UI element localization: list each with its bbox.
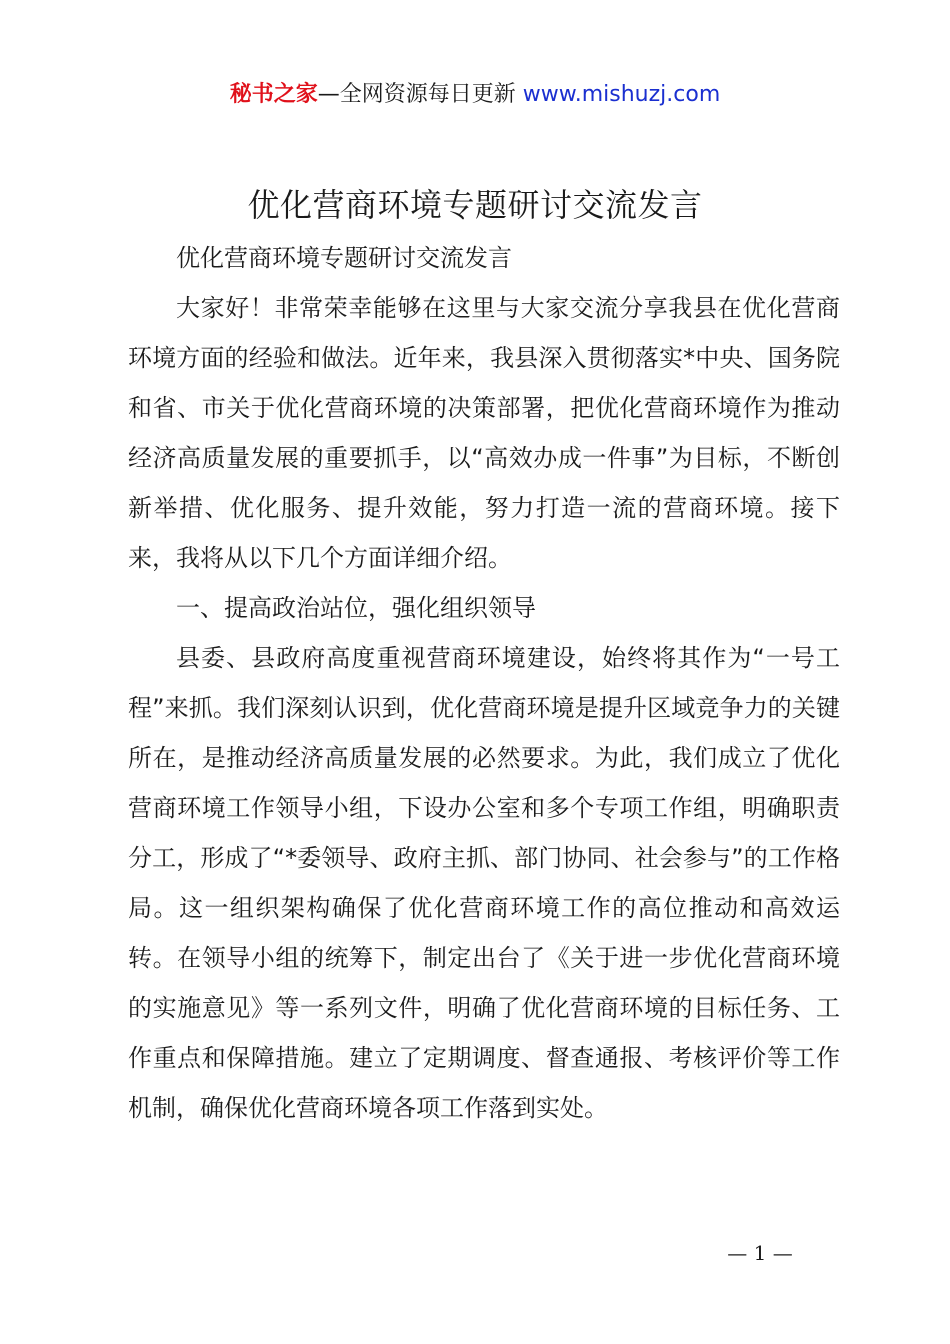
header-tagline: —全网资源每日更新 [317, 82, 523, 107]
document-title: 优化营商环境专题研讨交流发言 [247, 186, 703, 224]
page-number: — 1 — [727, 1241, 793, 1265]
brand-name: 秘书之家 [229, 82, 318, 107]
site-header-banner [0, 80, 950, 110]
document-body [128, 233, 840, 1133]
intro-paragraph: 大家好！非常荣幸能够在这里与大家交流分享我县在优化营商环境方面的经验和做法。近年来，我县深入贯彻落实*中央、国务院和省、市关于优化营商环境的决策部署，把优化营商环境作为推动经济高质量发展的重要抓手，以“高效办成一件事”为目标，不断创新举措、优化服务、提升效能，努力打造一流的营商环境。接下来，我将从以下几个方面详细介绍。 [128, 294, 840, 572]
section-paragraph: 县委、县政府高度重视营商环境建设，始终将其作为“一号工程”来抓。我们深刻认识到，优化营商环境是提升区域竞争力的关键所在，是推动经济高质量发展的必然要求。为此，我们成立了优化营商环境工作领导小组，下设办公室和多个专项工作组，明确职责分工，形成了“*委领导、政府主抓、部门协同、社会参与”的工作格局。这一组织架构确保了优化营商环境工作的高位推动和高效运转。在领导小组的统筹下，制定出台了《关于进一步优化营商环境的实施意见》等一系列文件，明确了优化营商环境的目标任务、工作重点和保障措施。建立了定期调度、督查通报、考核评价等工作机制，确保优化营商环境各项工作落到实处。 [128, 644, 840, 1122]
section-heading: 一、提高政治站位，强化组织领导 [176, 594, 536, 622]
website-link[interactable]: www.mishuzj.com [522, 82, 721, 107]
subtitle-paragraph: 优化营商环境专题研讨交流发言 [176, 244, 512, 272]
